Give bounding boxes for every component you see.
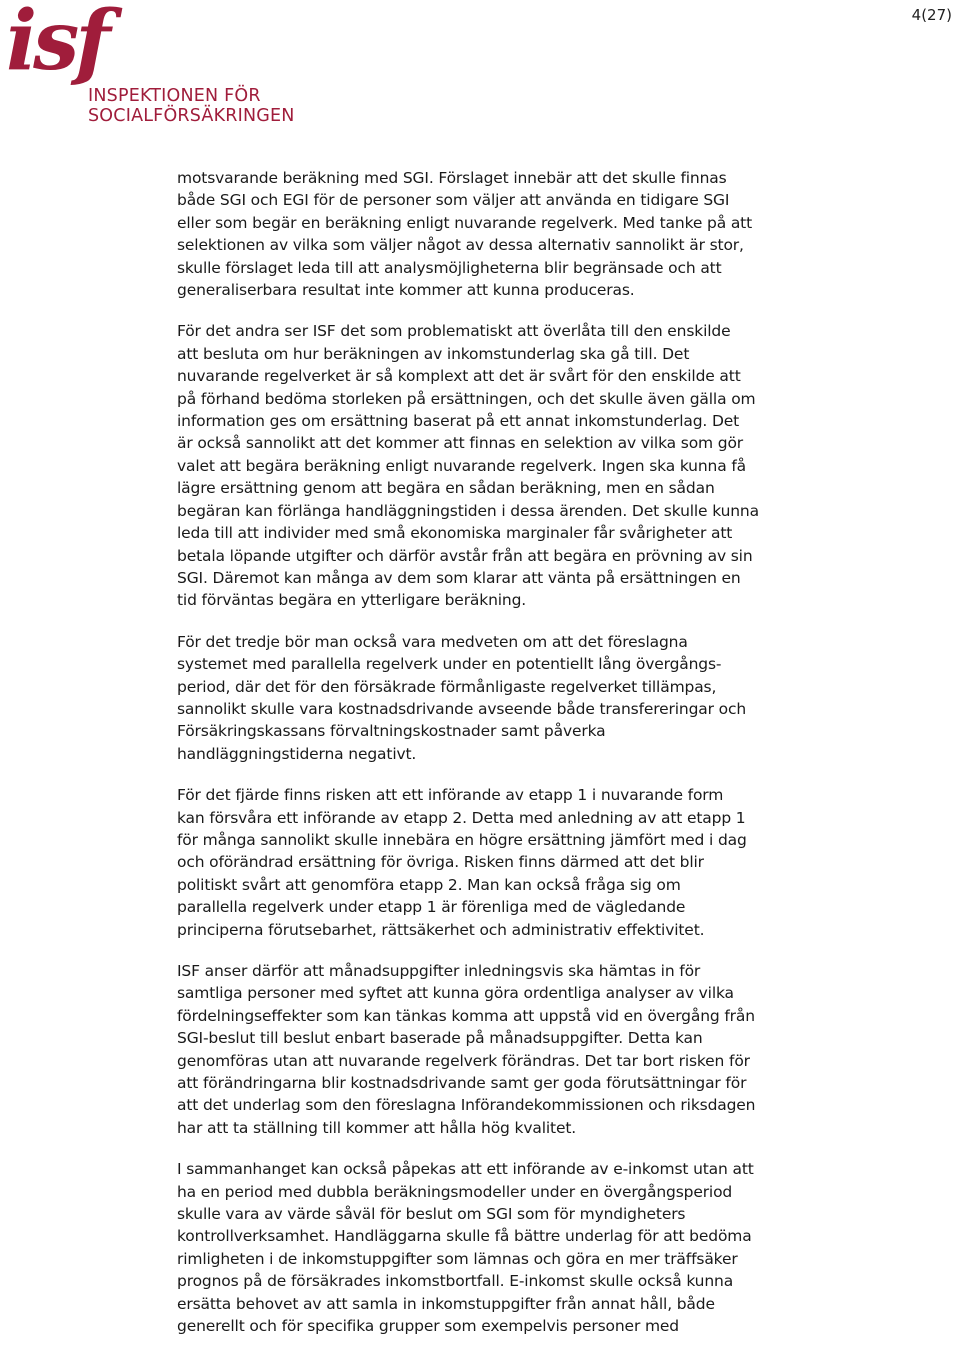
paragraph-2: För det andra ser ISF det som problematiskt att överlåta till den enskilde att besluta om hur beräkningen av inkomstunderlag ska gå till. Det nuvarande regelverket är så komplext att det är svårt för den enskilde att på förhand bedöma storleken på ersättningen, och det skulle även gälla om information ges om ersättning baserat på ett annat inkomstunderlag. Det är också sannolikt att det kommer att finnas en selektion av vilka som gör valet att begära beräkning enligt nuvarande regelverk. Ingen ska kunna få lägre ersättning genom att begära en sådan beräkning, men en sådan begäran kan förlänga handläggningstiden i dessa ärenden. Det skulle kunna leda till att individer med små ekonomiska marginaler får svårigheter att betala löpande utgifter och därför avstår från att begära en prövning av sin SGI. Däremot kan många av dem som klarar att vänta på ersättningen en tid förväntas begära en ytterligare beräkning. (177, 322, 759, 610)
paragraph-4: För det fjärde finns risken att ett införande av etapp 1 i nuvarande form kan försvåra ett införande av etapp 2. Detta med anledning av att etapp 1 för många sannolikt skulle innebära en högre ersättning jämfört med i dag och oförändrad ersättning för övriga. Risken finns därmed att det blir politiskt svårt att genomföra etapp 2. Man kan också fråga sig om parallella regelverk under etapp 1 är förenliga med de vägledande principerna förutsebarhet, rättsäkerhet och administrativ effektivitet. (177, 786, 747, 939)
page-number: 4(27) (911, 6, 952, 24)
isf-logo (6, 0, 295, 132)
isf-logo-mark: isf (6, 0, 107, 89)
paragraph-1: motsvarande beräkning med SGI. Förslaget innebär att det skulle finnas både SGI och EGI för de personer som väljer att använda en tidigare SGI eller som begär en beräkning enligt nuvarande regelverk. Med tanke på att selektionen av vilka som väljer något av dessa alternativ sannolikt är stor, skulle förslaget leda till att analysmöjligheterna blir begränsade och att generaliserbara resultat inte kommer att kunna produceras. (177, 169, 753, 300)
paragraph-5: ISF anser därför att månadsuppgifter inledningsvis ska hämtas in för samtliga personer med syftet att kunna göra ordentliga analyser av vilka fördelningseffekter som kan tänkas komma att uppstå vid en övergång från SGI-beslut till beslut enbart baserade på månadsuppgifter. Detta kan genomföras utan att nuvarande regelverk förändras. Det tar bort risken för att förändringarna blir kostnadsdrivande samt ger goda förutsättningar för att det underlag som den föreslagna Införandekommissionen och riksdagen har att ta ställning till kommer att hålla hög kvalitet. (177, 962, 756, 1137)
logo-text-line2: SOCIALFÖRSÄKRINGEN (88, 106, 295, 126)
paragraph-6: I sammanhanget kan också påpekas att ett införande av e-inkomst utan att ha en period med dubbla beräkningsmodeller under en övergångsperiod skulle vara av värde såväl för beslut om SGI som för myndigheters kontrollverksamhet. Handläggarna skulle få bättre underlag för att bedöma rimligheten i de inkomstuppgifter som lämnas och göra en mer träffsäker prognos på de försäkrades inkomstbortfall. E-inkomst skulle också kunna ersätta behovet av att samla in inkomstuppgifter från annat håll, både generellt och för specifika grupper som exempelvis personer med (177, 1160, 754, 1336)
logo-text-line1: INSPEKTIONEN FÖR (88, 86, 261, 106)
paragraph-3: För det tredje bör man också vara medveten om att det föreslagna systemet med parallella regelverk under en potentiellt lång övergångs- period, där det för den försäkrade förmånligaste regelverket tillämpas, sannolikt skulle vara kostnadsdrivande avseende både transfereringar och Försäkringskassans förvaltningskostnader samt påverka handläggningstiderna negativt. (177, 632, 747, 763)
document-body (177, 167, 837, 1357)
